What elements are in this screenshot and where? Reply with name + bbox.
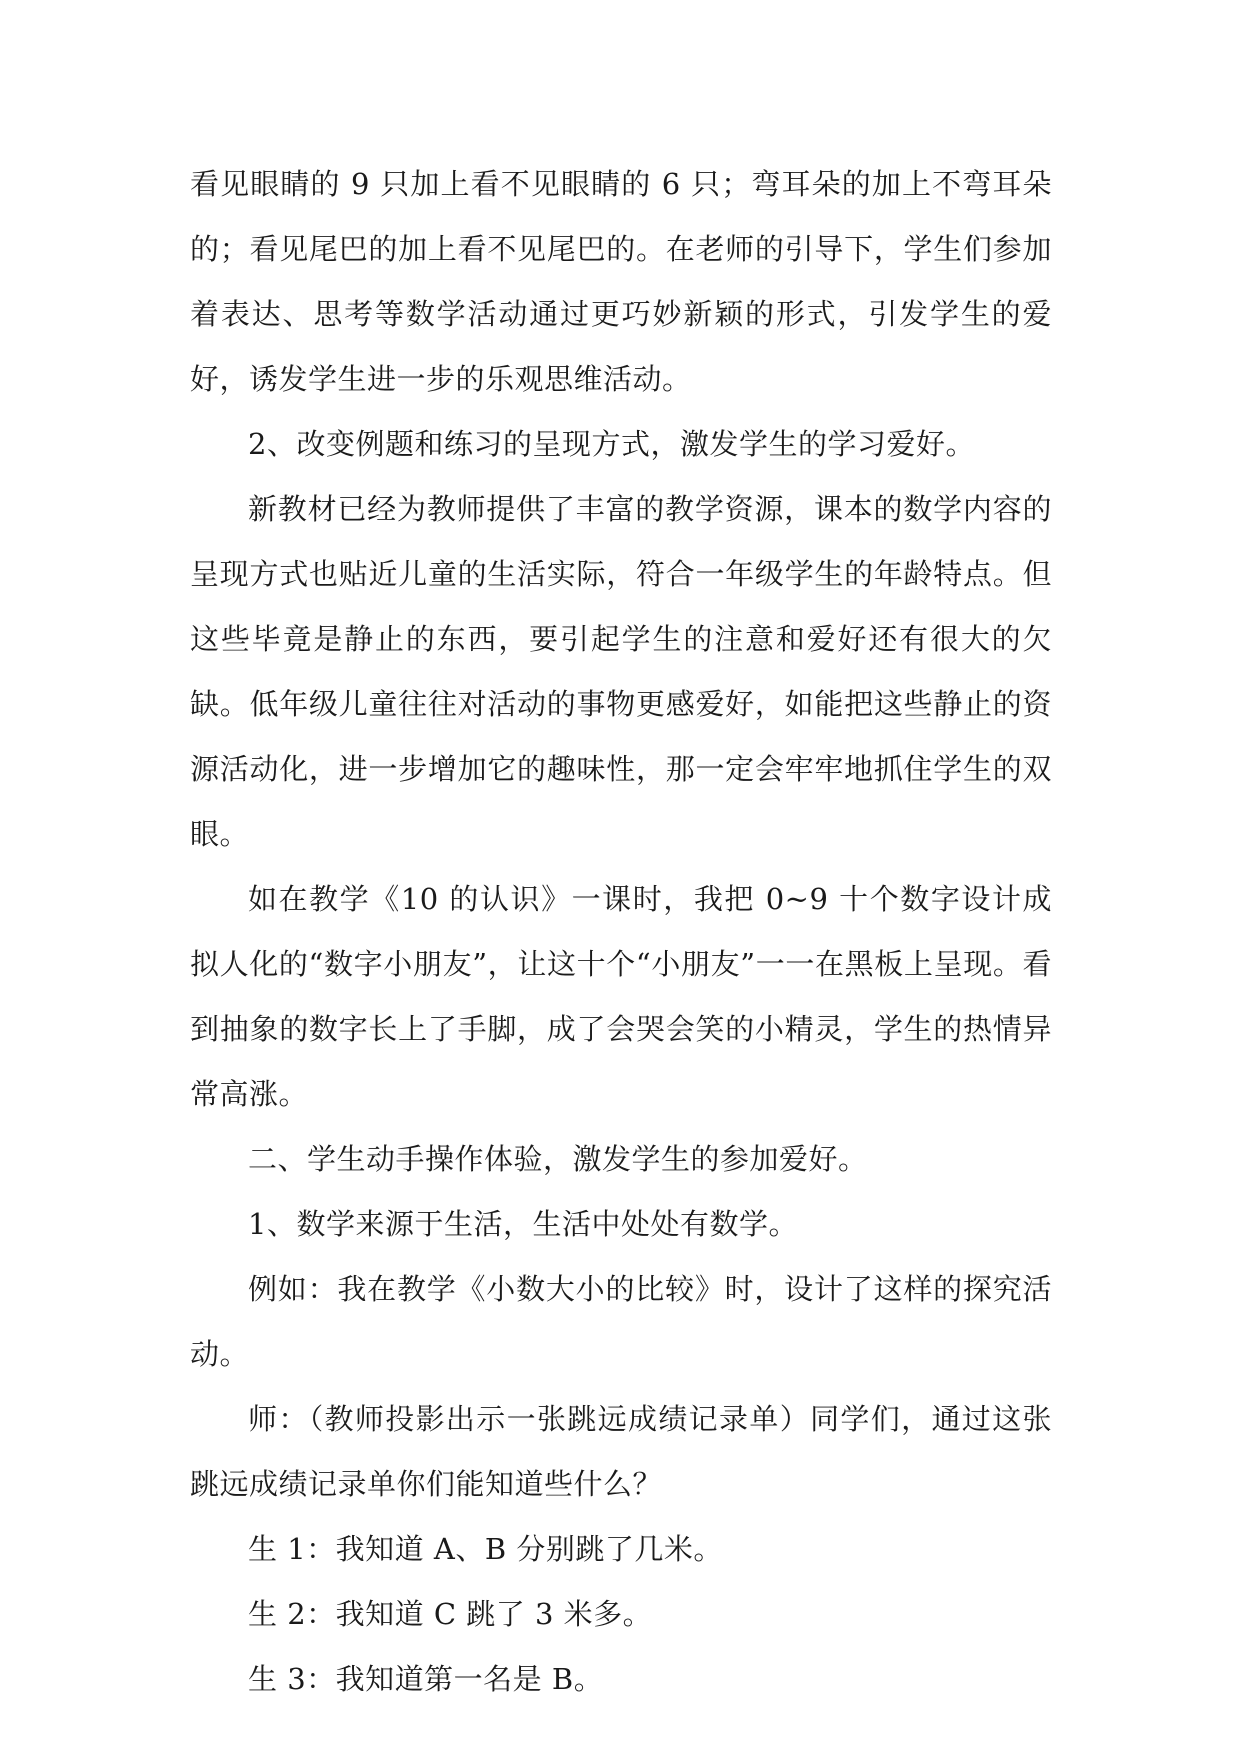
paragraph-heading-1: 1、数学来源于生活，生活中处处有数学。 (248, 1207, 798, 1241)
paragraph-number-ten: 如在教学《10 的认识》一课时，我把 0~9 十个数字设计成拟人化的“数字小朋友”，让这十个“小朋友”一一在黑板上呈现。看到抽象的数字长上了手脚，成了会哭会笑的小精灵，学生的热情异常高涨。 (190, 882, 1052, 1111)
document-body (190, 152, 1052, 1712)
paragraph-heading-2: 2、改变例题和练习的呈现方式，激发学生的学习爱好。 (248, 427, 975, 461)
paragraph-example: 例如：我在教学《小数大小的比较》时，设计了这样的探究活动。 (190, 1272, 1052, 1371)
paragraph-new-textbook: 新教材已经为教师提供了丰富的教学资源，课本的数学内容的呈现方式也贴近儿童的生活实际，符合一年级学生的年龄特点。但这些毕竟是静止的东西，要引起学生的注意和爱好还有很大的欠缺。低年级儿童往往对活动的事物更感爱好，如能把这些静止的资源活动化，进一步增加它的趣味性，那一定会牢牢地抓住学生的双眼。 (190, 492, 1052, 851)
paragraph-student-1: 生 1：我知道 A、B 分别跳了几米。 (248, 1532, 723, 1566)
paragraph-continuation: 看见眼睛的 9 只加上看不见眼睛的 6 只；弯耳朵的加上不弯耳朵的；看见尾巴的加上看不见尾巴的。在老师的引导下，学生们参加着表达、思考等数学活动通过更巧妙新颖的形式，引发学生的爱好，诱发学生进一步的乐观思维活动。 (190, 167, 1052, 396)
paragraph-section-two: 二、学生动手操作体验，激发学生的参加爱好。 (248, 1142, 868, 1176)
paragraph-student-3: 生 3：我知道第一名是 B。 (248, 1662, 604, 1696)
paragraph-teacher: 师：（教师投影出示一张跳远成绩记录单）同学们，通过这张跳远成绩记录单你们能知道些什么？ (190, 1402, 1052, 1501)
paragraph-student-2: 生 2：我知道 C 跳了 3 米多。 (248, 1597, 653, 1631)
